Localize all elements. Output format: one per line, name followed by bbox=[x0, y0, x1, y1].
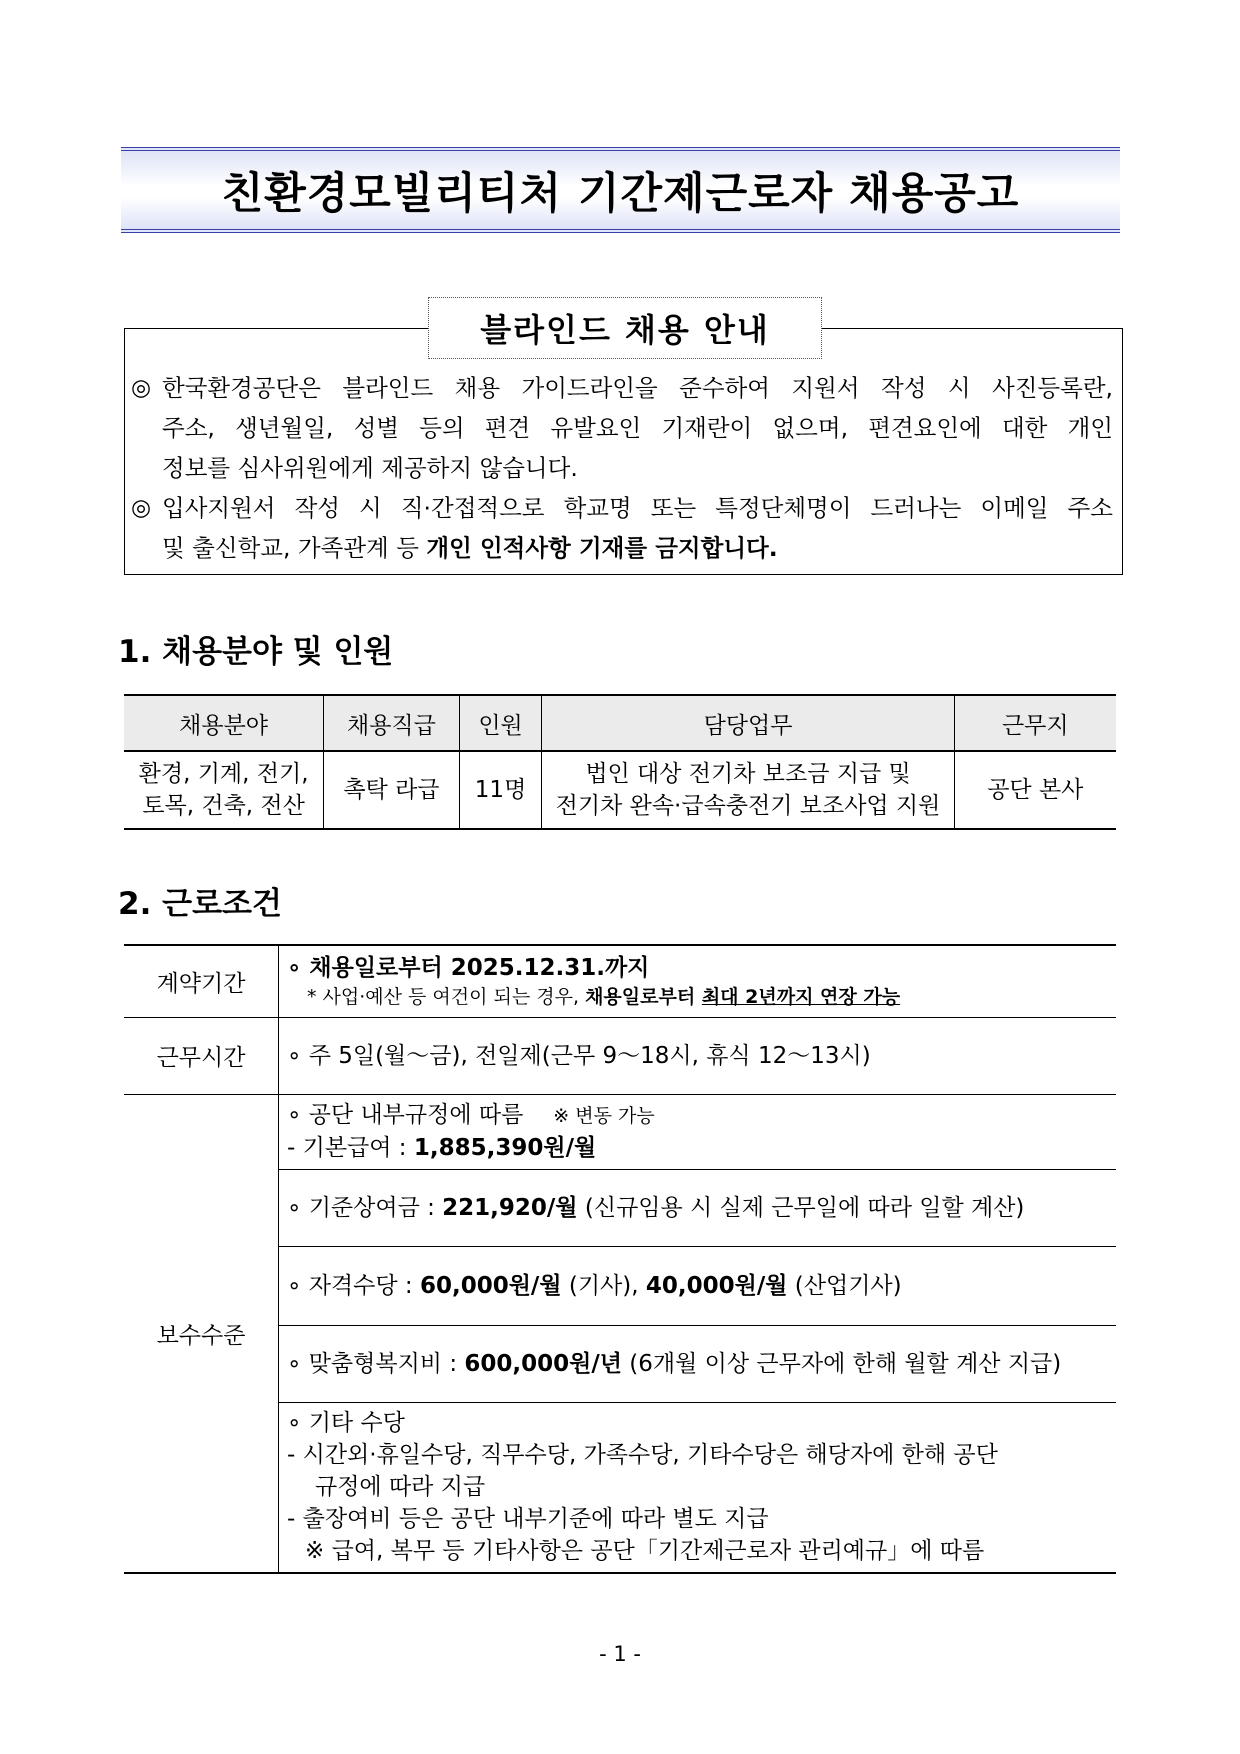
cell-grade: 촉탁 라급 bbox=[324, 751, 459, 829]
header-grade: 채용직급 bbox=[324, 695, 459, 751]
contract-row bbox=[124, 945, 1116, 1017]
pay-welfare-value: 600,000원/년 bbox=[464, 1350, 622, 1377]
cell-count: 11명 bbox=[459, 751, 542, 829]
pay-bonus-value: 221,920/월 bbox=[442, 1194, 578, 1221]
header-count: 인원 bbox=[459, 695, 542, 751]
pay-other-line-5: ※ 급여, 복무 등 기타사항은 공단「기간제근로자 관리예규」에 따름 bbox=[305, 1538, 985, 1565]
blind-notice-title: 블라인드 채용 안내 bbox=[480, 311, 770, 349]
header-location: 근무지 bbox=[954, 695, 1116, 751]
pay-other-line-4: - 출장여비 등은 공단 내부기준에 따라 별도 지급 bbox=[287, 1506, 769, 1533]
pay-welfare-prefix: ∘ 맞춤형복지비 : bbox=[287, 1350, 465, 1377]
table-row bbox=[124, 751, 1116, 829]
pay-base-note: ※ 변동 가능 bbox=[553, 1105, 655, 1127]
blind-paragraph-1-line-3: 정보를 심사위원에게 제공하지 않습니다. bbox=[162, 454, 578, 482]
contract-note bbox=[287, 984, 1116, 1010]
pay-bonus-cell bbox=[279, 1169, 1117, 1246]
cell-location: 공단 본사 bbox=[954, 751, 1116, 829]
pay-base-line-2 bbox=[287, 1132, 1116, 1164]
field-line-1: 환경, 기계, 전기, bbox=[138, 761, 309, 787]
blind-paragraph-2-emphasis: 개인 인적사항 기재를 금지합니다. bbox=[426, 534, 778, 562]
pay-bonus-prefix: ∘ 기준상여금 : bbox=[287, 1194, 443, 1221]
contract-label: 계약기간 bbox=[124, 945, 279, 1017]
cell-field bbox=[124, 751, 324, 829]
duty-line-2: 전기차 완속·급속충전기 보조사업 지원 bbox=[555, 793, 941, 819]
pay-welfare-suffix: (6개월 이상 근무자에 한해 월할 계산 지급) bbox=[622, 1350, 1062, 1377]
blind-paragraph-2-line-2 bbox=[162, 528, 1113, 568]
bullet-icon: ◎ bbox=[131, 375, 152, 401]
pay-welfare-cell bbox=[279, 1325, 1117, 1402]
blind-notice-header bbox=[428, 297, 822, 359]
contract-note-prefix: * 사업·예산 등 여건이 되는 경우, bbox=[307, 986, 586, 1009]
pay-base-row bbox=[124, 1094, 1116, 1169]
pay-base-text: ∘ 공단 내부규정에 따름 bbox=[287, 1102, 524, 1128]
pay-cert-value-1: 60,000원/월 bbox=[419, 1272, 562, 1299]
field-line-2: 토목, 건축, 전산 bbox=[142, 793, 305, 819]
section-1-heading: 1. 채용분야 및 인원 bbox=[118, 634, 394, 670]
pay-cert-suffix: (산업기사) bbox=[787, 1272, 902, 1299]
pay-other-line-2: - 시간외·휴일수당, 직무수당, 가족수당, 기타수당은 해당자에 한해 공단 bbox=[287, 1442, 998, 1469]
header-duty: 담당업무 bbox=[542, 695, 954, 751]
blind-paragraph-2-line-1: 입사지원서 작성 시 직·간접적으로 학교명 또는 특정단체명이 드러나는 이메일 주소 bbox=[162, 494, 1113, 522]
blind-paragraph-1-line-1: 한국환경공단은 블라인드 채용 가이드라인을 준수하여 지원서 작성 시 사진등록란, bbox=[162, 374, 1113, 402]
pay-cert-mid: (기사), bbox=[561, 1272, 646, 1299]
pay-cert-value-2: 40,000원/월 bbox=[645, 1272, 788, 1299]
pay-other-line-3: 규정에 따라 지급 bbox=[315, 1474, 486, 1501]
page-title: 친환경모빌리티처 기간제근로자 채용공고 bbox=[221, 168, 1020, 219]
pay-base-line-1 bbox=[287, 1099, 1116, 1132]
table-header-row bbox=[124, 695, 1116, 751]
cell-duty bbox=[542, 751, 954, 829]
pay-other-line-1: ∘ 기타 수당 bbox=[287, 1410, 405, 1437]
contract-note-underline: 최대 2년까지 연장 가능 bbox=[701, 986, 901, 1009]
pay-cert-prefix: ∘ 자격수당 : bbox=[287, 1272, 420, 1299]
pay-label: 보수수준 bbox=[124, 1094, 279, 1573]
contract-period: ∘ 채용일로부터 2025.12.31.까지 bbox=[287, 955, 650, 982]
pay-bonus-suffix: (신규임용 시 실제 근무일에 따라 일할 계산) bbox=[577, 1194, 1025, 1221]
hours-label: 근무시간 bbox=[124, 1017, 279, 1094]
pay-base-value: 1,885,390원/월 bbox=[413, 1135, 597, 1161]
contract-cell bbox=[279, 945, 1117, 1017]
pay-base-prefix: - 기본급여 : bbox=[287, 1135, 414, 1161]
blind-paragraph-1-line-2: 주소, 생년월일, 성별 등의 편견 유발요인 기재란이 없으며, 편견요인에 대한 개인 bbox=[162, 414, 1113, 442]
title-banner bbox=[121, 147, 1120, 233]
contract-note-bold: 채용일로부터 bbox=[585, 986, 702, 1009]
hours-row bbox=[124, 1017, 1116, 1094]
pay-cert-cell bbox=[279, 1246, 1117, 1325]
hours-text: ∘ 주 5일(월～금), 전일제(근무 9～18시, 휴식 12～13시) bbox=[279, 1017, 1117, 1094]
header-field: 채용분야 bbox=[124, 695, 324, 751]
recruitment-table bbox=[124, 694, 1116, 830]
page-number: - 1 - bbox=[599, 1642, 641, 1666]
blind-paragraph-2-normal: 및 출신학교, 가족관계 등 bbox=[162, 534, 427, 562]
pay-other-cell bbox=[279, 1402, 1117, 1573]
conditions-table bbox=[124, 944, 1116, 1574]
bullet-icon: ◎ bbox=[131, 495, 152, 521]
section-2-heading: 2. 근로조건 bbox=[118, 886, 282, 922]
duty-line-1: 법인 대상 전기차 보조금 지급 및 bbox=[585, 761, 911, 787]
pay-base-cell bbox=[279, 1094, 1117, 1169]
